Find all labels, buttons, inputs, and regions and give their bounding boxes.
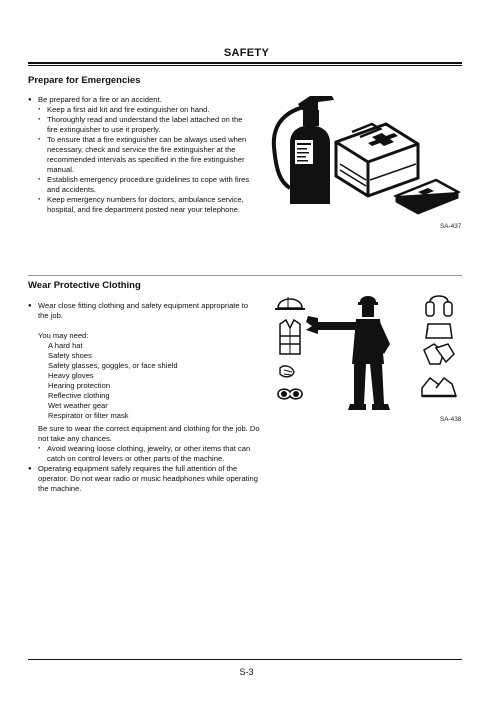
hearing-protection-icon (426, 296, 452, 316)
title-rule (28, 62, 462, 64)
fire-extinguisher-icon (290, 96, 334, 204)
footer-rule (28, 659, 462, 660)
hard-hat-icon (275, 297, 305, 309)
protective-clothing-text (28, 301, 260, 494)
sub-item: · Thoroughly read and understand the label attached on the fire extinguisher to use it properly. (28, 115, 250, 135)
list-item: Heavy gloves (48, 371, 94, 380)
page-number: S-3 (239, 667, 254, 677)
bullet-item: ● Be prepared for a fire or an accident. (28, 95, 250, 105)
list-item: Safety shoes (48, 351, 92, 360)
bandage-box-icon (396, 180, 458, 214)
reflective-vest-icon (280, 320, 300, 354)
gloves-icon (280, 366, 294, 377)
sub-item: · Establish emergency procedure guidelines to cope with fires and accidents. (28, 175, 250, 195)
list-item: Respirator or filter mask (48, 411, 129, 420)
list-item: Wet weather gear (48, 401, 108, 410)
emergencies-text (28, 95, 250, 215)
bullet-item: ● Operating equipment safely requires the full attention of the operator. Do not wear radio or music headphones while operating the machine. (28, 464, 260, 494)
first-aid-kit-icon (336, 124, 418, 196)
worker-silhouette-icon (306, 296, 390, 410)
heavy-gloves-icon (424, 344, 454, 364)
bullet-item: ● Wear close fitting clothing and safety equipment appropriate to the job. (28, 301, 260, 321)
fire-extinguisher-first-aid-illustration (268, 92, 464, 222)
sub-item: · Avoid wearing loose clothing, jewelry, or other items that can catch on control levers or other parts of the machine. (28, 444, 260, 464)
list-item: Hearing protection (48, 381, 111, 390)
list-item: A hard hat (48, 341, 83, 350)
section-heading-emergencies: Prepare for Emergencies (28, 75, 141, 86)
sub-item: · To ensure that a fire extinguisher can be always used when necessary, check and service the fire extinguisher at the recommended intervals as specified in the fire extinguisher manual. (28, 135, 250, 175)
you-may-need-label: You may need: (38, 331, 89, 340)
section-divider (28, 275, 462, 276)
list-item: Reflective clothing (48, 391, 110, 400)
face-shield-icon (426, 324, 452, 338)
section-heading-protective-clothing: Wear Protective Clothing (28, 280, 141, 291)
protective-clothing-illustration (272, 292, 462, 420)
figure-code: SA-438 (440, 416, 462, 423)
safety-goggles-icon (278, 389, 302, 399)
figure-code: SA-437 (440, 223, 462, 230)
sub-item: · Keep emergency numbers for doctors, ambulance service, hospital, and fire department posted near your telephone. (28, 195, 250, 215)
title-rule-thin (28, 65, 462, 66)
page-title: SAFETY (223, 47, 270, 59)
be-sure-text: Be sure to wear the correct equipment and clothing for the job. Do not take any chances. (38, 424, 260, 443)
safety-shoes-icon (422, 378, 456, 396)
sub-item: · Keep a first aid kit and fire extinguisher on hand. (28, 105, 250, 115)
list-item: Safety glasses, goggles, or face shield (48, 361, 178, 370)
